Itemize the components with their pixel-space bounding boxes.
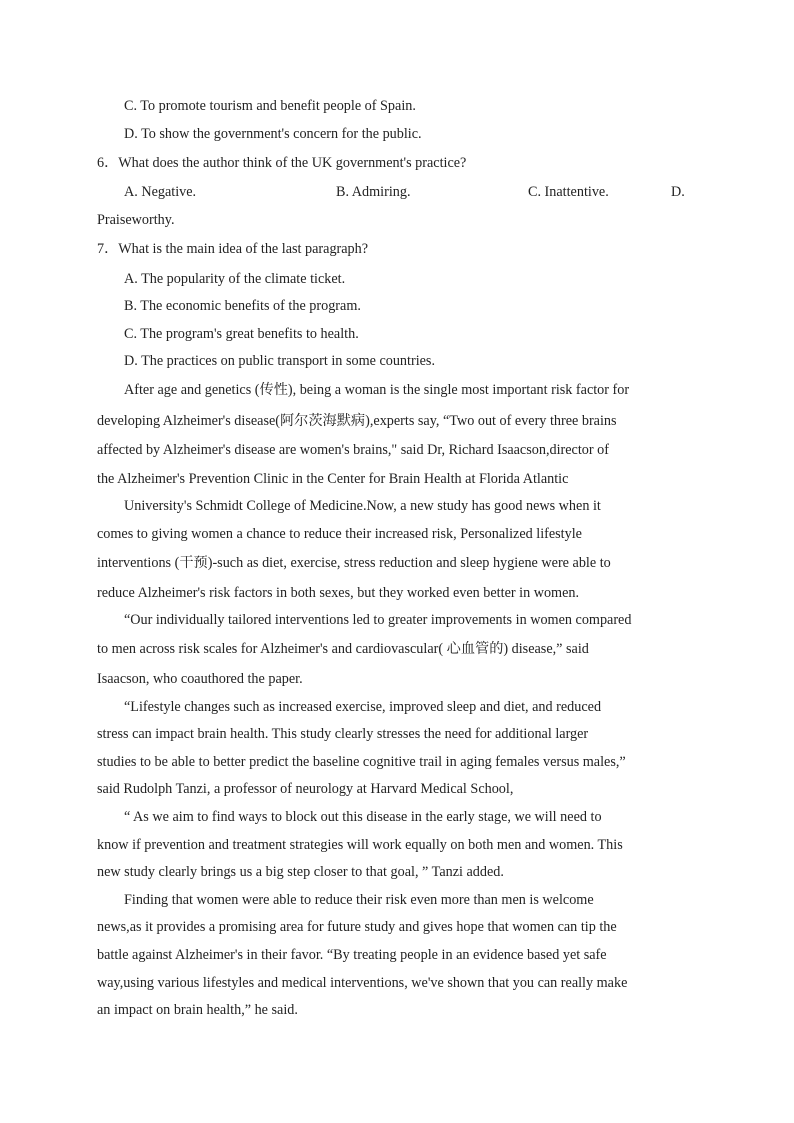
q5-option-c: C. To promote tourism and benefit people of Spain. bbox=[124, 98, 416, 114]
passage-line: Isaacson, who coauthored the paper. bbox=[97, 671, 303, 687]
passage-line: to men across risk scales for Alzheimer's and cardiovascular( 心血管的) disease,” said bbox=[97, 641, 589, 657]
passage-line: interventions (干预)-such as diet, exercise, stress reduction and sleep hygiene were able to bbox=[97, 555, 611, 571]
q7-option-b: B. The economic benefits of the program. bbox=[124, 298, 361, 314]
question-6-options bbox=[124, 182, 694, 202]
q5-option-d: D. To show the government's concern for the public. bbox=[124, 126, 422, 142]
q6-option-d-wrap: Praiseworthy. bbox=[97, 212, 175, 228]
passage-line: stress can impact brain health. This study clearly stresses the need for additional larger bbox=[97, 726, 589, 742]
passage-line: an impact on brain health,” he said. bbox=[97, 1002, 298, 1018]
passage-line: battle against Alzheimer's in their favor. “By treating people in an evidence based yet safe bbox=[97, 947, 607, 963]
q7-option-a: A. The popularity of the climate ticket. bbox=[124, 271, 346, 287]
q7-option-d: D. The practices on public transport in some countries. bbox=[124, 353, 435, 369]
passage-line: said Rudolph Tanzi, a professor of neurology at Harvard Medical School, bbox=[97, 781, 514, 797]
question-7-stem: 7．What is the main idea of the last paragraph? bbox=[97, 241, 369, 257]
passage-line: new study clearly brings us a big step closer to that goal, ” Tanzi added. bbox=[97, 864, 504, 880]
q6-option-d: D. bbox=[671, 184, 685, 200]
passage-line: Finding that women were able to reduce their risk even more than men is welcome bbox=[124, 892, 594, 908]
passage-line: “ As we aim to find ways to block out this disease in the early stage, we will need to bbox=[124, 809, 602, 825]
passage-line: way,using various lifestyles and medical interventions, we've shown that you can really make bbox=[97, 975, 628, 991]
passage-line: developing Alzheimer's disease(阿尔茨海默病),experts say, “Two out of every three brains bbox=[97, 413, 617, 429]
passage-line: reduce Alzheimer's risk factors in both sexes, but they worked even better in women. bbox=[97, 585, 580, 601]
passage-line: comes to giving women a chance to reduce their increased risk, Personalized lifestyle bbox=[97, 526, 582, 542]
question-6-stem: 6．What does the author think of the UK government's practice? bbox=[97, 155, 467, 171]
passage-line: “Our individually tailored interventions led to greater improvements in women compared bbox=[124, 612, 632, 628]
passage-line: After age and genetics (传性), being a woman is the single most important risk factor for bbox=[124, 382, 630, 398]
passage-line: affected by Alzheimer's disease are women's brains," said Dr, Richard Isaacson,director of bbox=[97, 442, 609, 458]
q6-option-a: A. Negative. bbox=[124, 184, 197, 200]
passage-line: University's Schmidt College of Medicine.Now, a new study has good news when it bbox=[124, 498, 601, 514]
q6-option-c: C. Inattentive. bbox=[528, 184, 609, 200]
passage-line: news,as it provides a promising area for future study and gives hope that women can tip the bbox=[97, 919, 617, 935]
passage-line: the Alzheimer's Prevention Clinic in the Center for Brain Health at Florida Atlantic bbox=[97, 471, 569, 487]
q6-option-b: B. Admiring. bbox=[336, 184, 411, 200]
q7-option-c: C. The program's great benefits to health. bbox=[124, 326, 359, 342]
passage-line: “Lifestyle changes such as increased exercise, improved sleep and diet, and reduced bbox=[124, 699, 602, 715]
passage-line: know if prevention and treatment strategies will work equally on both men and women. This bbox=[97, 837, 623, 853]
passage-line: studies to be able to better predict the baseline cognitive trail in aging females versus males,” bbox=[97, 754, 626, 770]
